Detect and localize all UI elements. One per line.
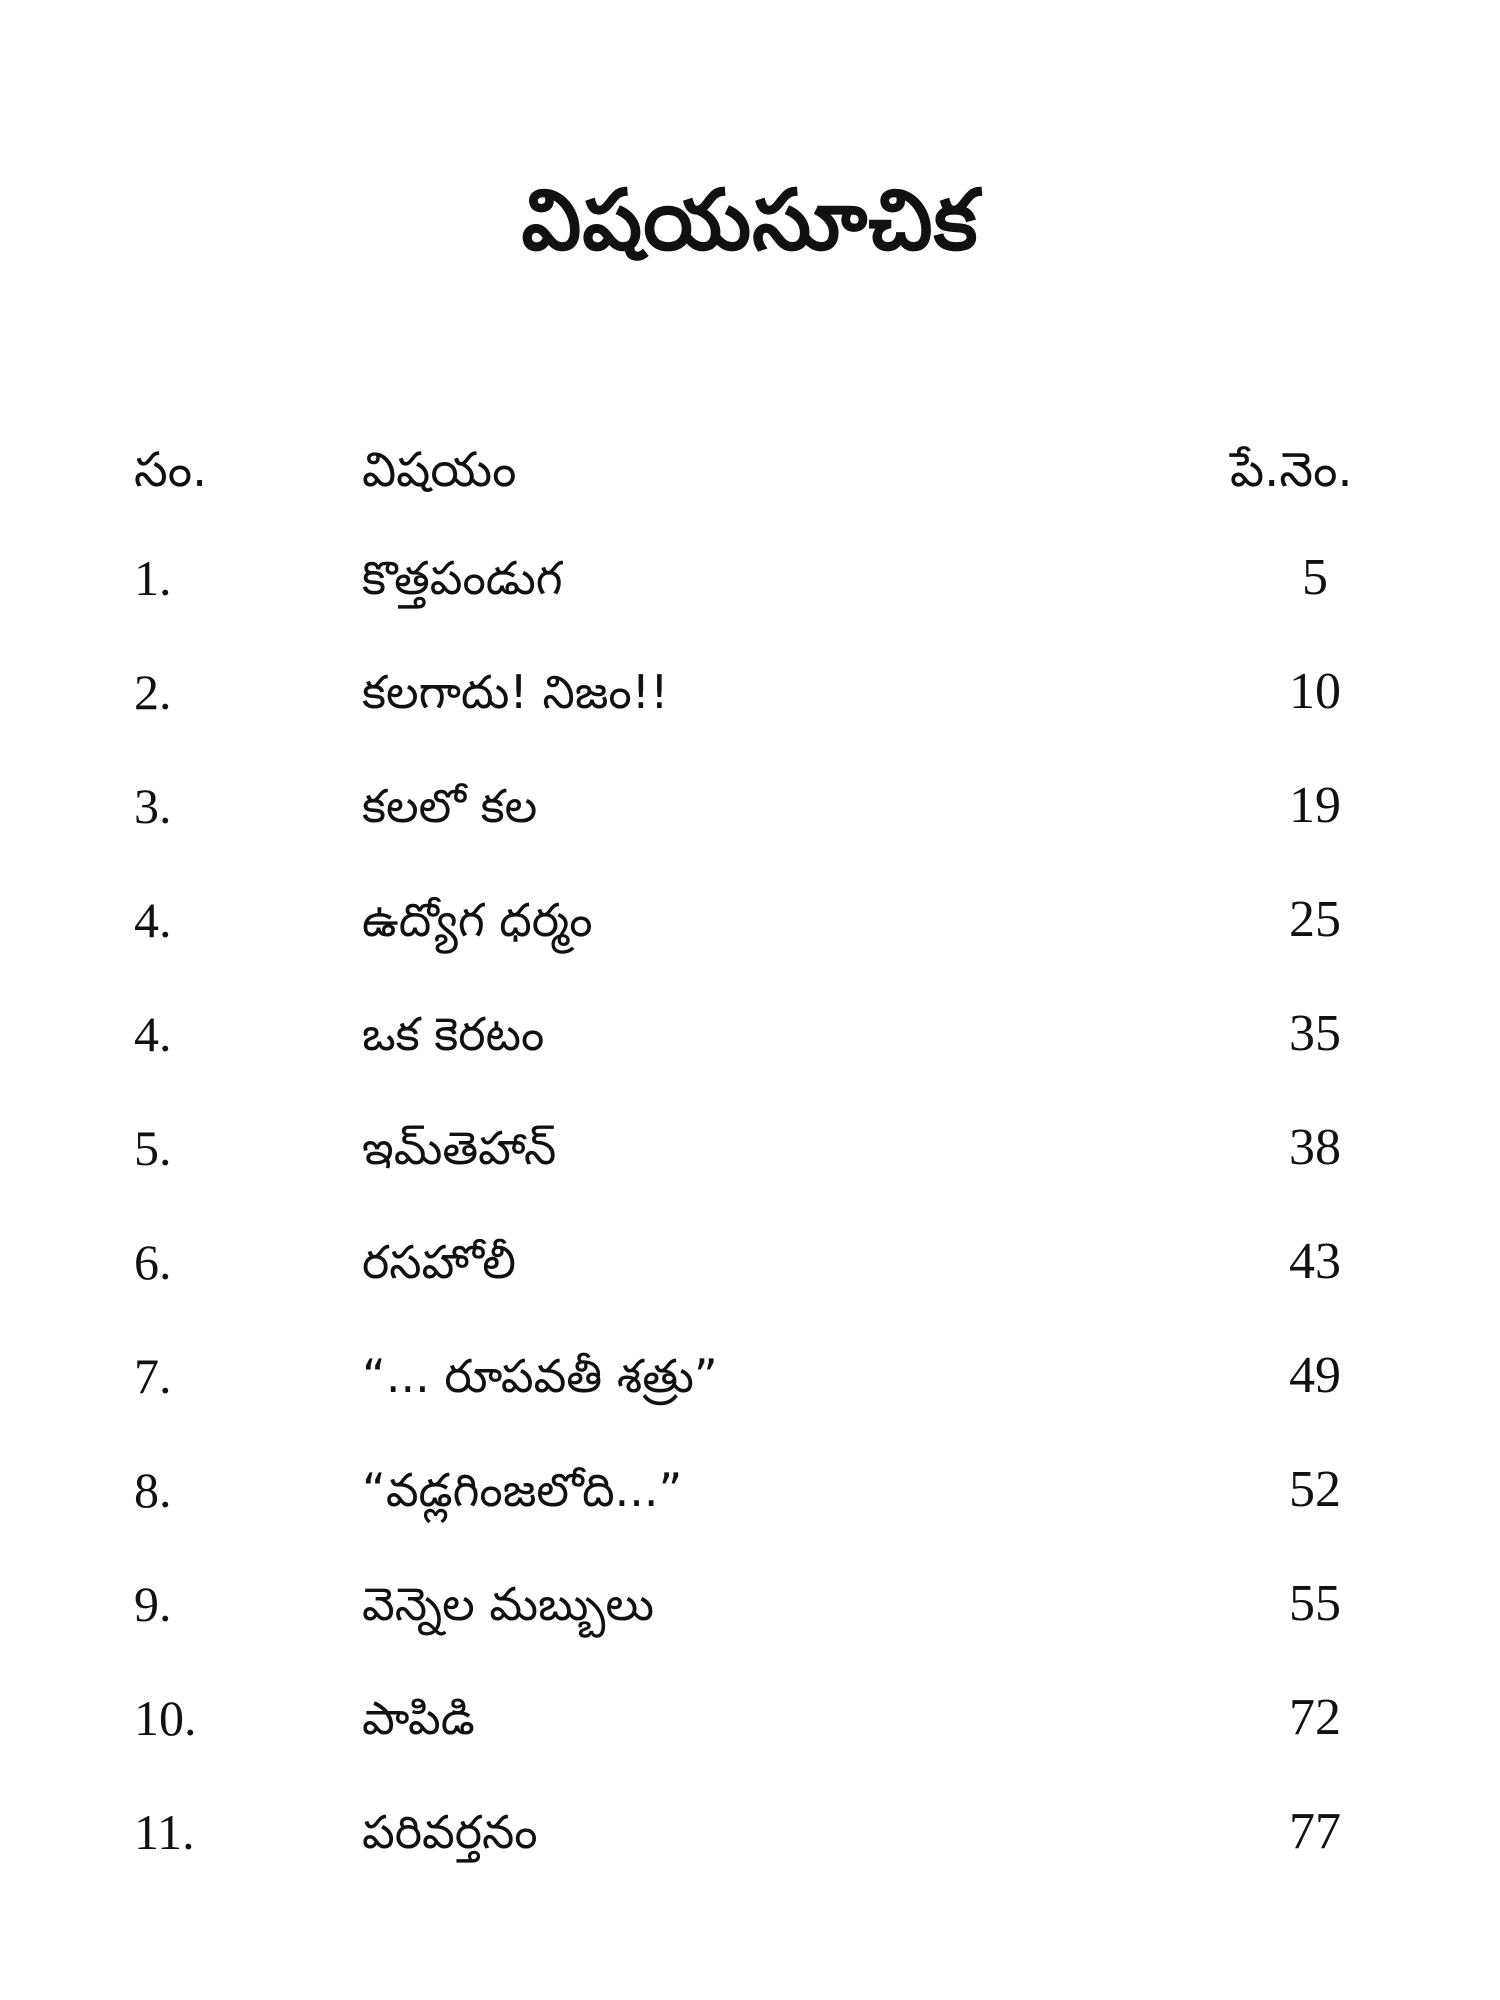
toc-page-number: 72 (1289, 1689, 1341, 1746)
toc-number: 3. (134, 778, 172, 834)
toc-number: 2. (134, 664, 172, 720)
toc-page-number: 43 (1289, 1233, 1341, 1290)
toc-title: ఇమ్‌తెహాన్ (362, 1121, 557, 1175)
toc-number: 10. (134, 1690, 197, 1746)
toc-title: “... రూపవతీ శత్రు” (362, 1349, 718, 1403)
toc-row (0, 1792, 1500, 1872)
toc-row (0, 1222, 1500, 1302)
toc-title: కలగాదు! నిజం!! (362, 665, 669, 719)
toc-number: 11. (134, 1804, 195, 1860)
page-title: విషయసూచిక (521, 171, 979, 269)
header-number: సం. (134, 442, 208, 498)
toc-number: 8. (134, 1462, 172, 1518)
toc-page-number: 19 (1289, 777, 1341, 834)
toc-header-row (0, 430, 1500, 510)
toc-title: “వడ్లగింజలోది...” (362, 1463, 683, 1517)
toc-number: 6. (134, 1234, 172, 1290)
toc-title: పరివర్తనం (362, 1805, 538, 1859)
toc-title: కొత్తపండుగ (362, 551, 563, 605)
toc-page-number: 52 (1289, 1461, 1341, 1518)
toc-row (0, 880, 1500, 960)
toc-number: 9. (134, 1576, 172, 1632)
toc-row (0, 994, 1500, 1074)
toc-page-number: 5 (1302, 549, 1328, 606)
toc-page-number: 77 (1289, 1803, 1341, 1860)
toc-page-number: 25 (1289, 891, 1341, 948)
toc-title: పాపిడి (362, 1691, 475, 1745)
toc-title: ఉద్యోగ ధర్మం (362, 893, 593, 947)
toc-number: 1. (134, 550, 172, 606)
toc-title: కలలో కల (362, 779, 538, 833)
toc-row (0, 538, 1500, 618)
toc-title: వెన్నెల మబ్బులు (362, 1577, 655, 1631)
toc-number: 5. (134, 1120, 172, 1176)
toc-number: 7. (134, 1348, 172, 1404)
toc-row (0, 1678, 1500, 1758)
toc-title: రసహోలీ (362, 1235, 517, 1289)
header-subject: విషయం (362, 442, 517, 498)
toc-page-number: 55 (1289, 1575, 1341, 1632)
toc-number: 4. (134, 892, 172, 948)
toc-page-number: 38 (1289, 1119, 1341, 1176)
toc-row (0, 1564, 1500, 1644)
header-page-number: పే.నెం. (1230, 442, 1353, 498)
toc-page-number: 49 (1289, 1347, 1341, 1404)
toc-row (0, 1336, 1500, 1416)
toc-number: 4. (134, 1006, 172, 1062)
toc-title: ఒక కెరటం (362, 1007, 545, 1061)
toc-row (0, 652, 1500, 732)
toc-page-number: 10 (1289, 663, 1341, 720)
toc-row (0, 766, 1500, 846)
toc-page-number: 35 (1289, 1005, 1341, 1062)
toc-row (0, 1108, 1500, 1188)
toc-row (0, 1450, 1500, 1530)
